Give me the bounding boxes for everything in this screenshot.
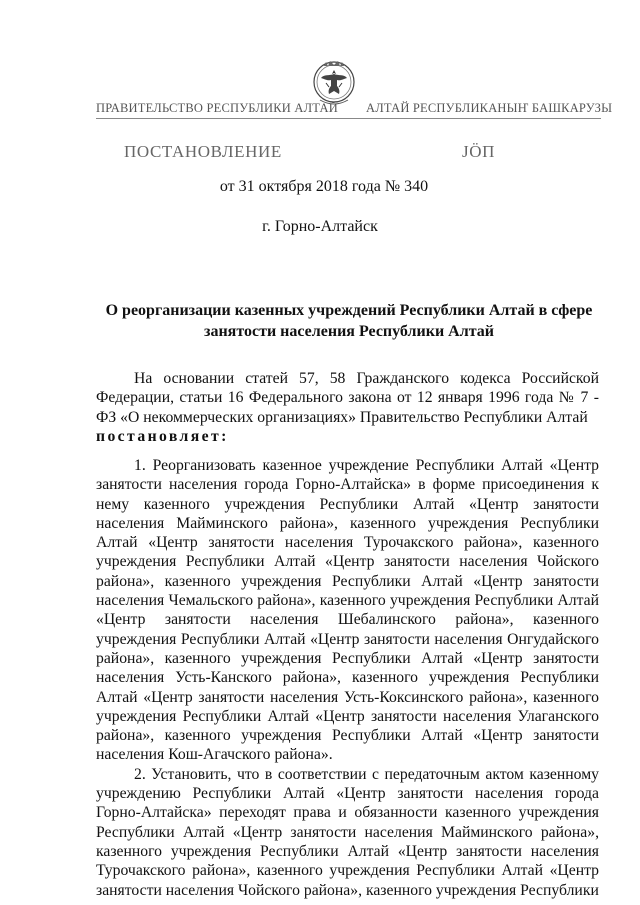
document-type-altai: ЈӦП — [462, 142, 495, 161]
resolution-item-1: 1. Реорганизовать казенное учреждение Республики Алтай «Центр занятости населения города Горно-Алтайска» в форме присоединения к нему казенного учреждения Республики Алтай «Центр занятости населения Майминского района», казенного учреждения Республики Алтай «Центр занятости населения Турочакского района», казенного учреждения Республики Алтай «Центр занятости населения Чойского района», казенного учреждения Республики Алтай «Центр занятости населения Чемальского района», казенного учреждения Республики Алтай «Центр занятости населения Шебалинского района», казенного учреждения Республики Алтай «Центр занятости населения Онгудайского района», казенного учреждения Республики Алтай «Центр занятости населения Усть-Канского района», казенного учреждения Республики Алтай «Центр занятости населения Усть-Коксинского района», казенного учреждения Республики Алтай «Центр занятости населения Улаганского района», казенного учреждения Республики Алтай «Центр занятости населения Кош-Агачского района». — [96, 457, 599, 764]
document-date-number: от 31 октября 2018 года № 340 — [219, 178, 429, 195]
government-name-russian: ПРАВИТЕЛЬСТВО РЕСПУБЛИКИ АЛТАЙ — [96, 101, 338, 115]
document-type-russian: ПОСТАНОВЛЕНИЕ — [124, 142, 282, 161]
document-city: г. Горно-Алтайск — [262, 218, 378, 235]
resolves-word: постановляет: — [96, 427, 229, 445]
header-divider — [96, 118, 601, 119]
preamble — [96, 369, 599, 446]
government-name-altai: АЛТАЙ РЕСПУБЛИКАНЫҤ БАШКАРУЗЫ — [366, 101, 613, 115]
resolution-items — [96, 456, 599, 900]
resolution-item-2: 2. Установить, что в соответствии с передаточным актом казенному учреждению Республики Алтай «Центр занятости населения города Горно-Алтайска» переходят права и обязанности казенного учреждения Республики Алтай «Центр занятости населения Майминского района», казенного учреждения Республики Алтай «Центр занятости населения Турочакского района», казенного учреждения Республики Алтай «Центр занятости населения Чойского района», казенного учреждения Республики — [96, 765, 599, 899]
document-title: О реорганизации казенных учреждений Республики Алтай в сфере занятости населения Республики Алтай — [105, 302, 593, 340]
preamble-text: На основании статей 57, 58 Гражданского кодекса Российской Федерации, статьи 16 Федерального закона от 12 января 1996 года № 7 - ФЗ «О некоммерческих организациях» Правительство Республики Алтай — [96, 370, 599, 426]
preamble-paragraph — [96, 369, 599, 446]
